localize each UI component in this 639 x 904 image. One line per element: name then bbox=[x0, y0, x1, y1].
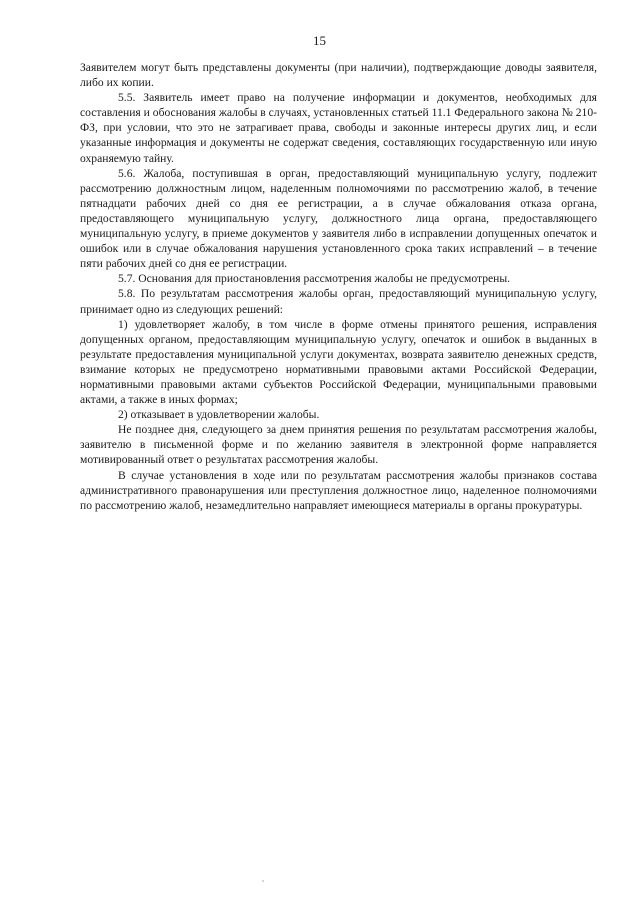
paragraph-prosecution-referral: В случае установления в ходе или по результатам рассмотрения жалобы признаков состава административного правонарушения или преступления должностное лицо, наделенное полномочиями по рассмотрению жалоб, незамедлительно направляет имеющиеся материалы в органы прокуратуры. bbox=[80, 468, 597, 512]
paragraph-5-6: 5.6. Жалоба, поступившая в орган, предоставляющий муниципальную услугу, подлежит рассмотрению должностным лицом, наделенным полномочиями по рассмотрению жалоб, в течение пятнадцати рабочих дней со дня ее регистрации, а в случае обжалования отказа органа, предоставляющего муниципальную услугу, должностного лица органа, предоставляющего муниципальную услугу, в приеме документов у заявителя либо в исправлении допущенных опечаток и ошибок или в случае обжалования нарушения установленного срока таких исправлений – в течение пяти рабочих дней со дня ее регистрации. bbox=[80, 166, 597, 271]
paragraph-5-5: 5.5. Заявитель имеет право на получение информации и документов, необходимых для составления и обоснования жалобы в случаях, установленных статьей 11.1 Федерального закона № 210-ФЗ, при условии, что это не затрагивает права, свободы и законные интересы других лиц, и если указанные информация и документы не содержат сведения, составляющих государственную или иную охраняемую тайну. bbox=[80, 91, 597, 165]
paragraph-5-8: 5.8. По результатам рассмотрения жалобы орган, предоставляющий муниципальную услугу, принимает одно из следующих решений: bbox=[80, 287, 597, 316]
paragraph-continuation: Заявителем могут быть представлены документы (при наличии), подтверждающие доводы заявителя, либо их копии. bbox=[80, 61, 597, 90]
page-number: 15 bbox=[313, 33, 326, 48]
paragraph-response-deadline: Не позднее дня, следующего за днем принятия решения по результатам рассмотрения жалобы, заявителю в письменной форме и по желанию заявителя в электронной форме направляется мотивированный ответ о результатах рассмотрения жалобы. bbox=[80, 423, 597, 467]
document-body bbox=[80, 60, 597, 513]
scan-speck bbox=[262, 880, 264, 882]
paragraph-5-7: 5.7. Основания для приостановления рассмотрения жалобы не предусмотрены. bbox=[118, 272, 511, 286]
list-item-1: 1) удовлетворяет жалобу, в том числе в форме отмены принятого решения, исправления допущенных органом, предоставляющим муниципальную услугу, опечаток и ошибок в выданных в результате предоставления муниципальной услуги документах, возврата заявителю денежных средств, взимание которых не предусмотрено нормативными правовыми актами Российской Федерации, нормативными правовыми актами субъектов Российской Федерации, муниципальными правовыми актами, а также в иных формах; bbox=[80, 317, 597, 407]
list-item-2: 2) отказывает в удовлетворении жалобы. bbox=[118, 408, 320, 422]
